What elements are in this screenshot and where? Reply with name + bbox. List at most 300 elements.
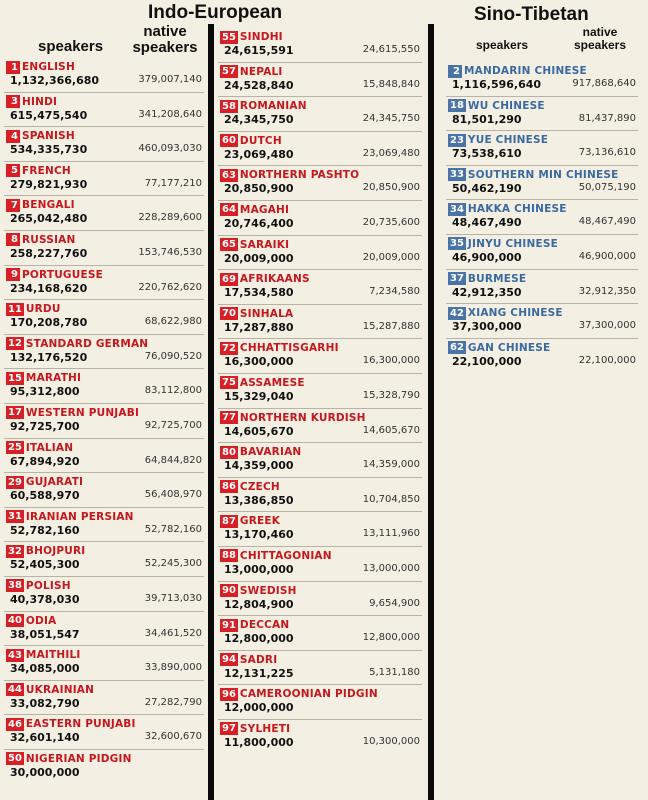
language-name-line [4,612,204,627]
rank-badge: 37 [450,273,464,285]
total-speakers: 258,227,760 [10,246,88,260]
speaker-counts [4,385,204,398]
total-speakers: 30,000,000 [10,765,80,779]
rank-badge: 43 [8,649,22,661]
language-entry [218,305,422,340]
native-speakers: 52,782,160 [144,523,202,535]
ie-native-speakers-header [128,24,202,56]
speaker-counts [4,316,204,329]
language-name-line [218,28,422,43]
speaker-counts [4,282,204,295]
language-entry [4,439,204,474]
language-entry [4,369,204,404]
native-speakers: 64,844,820 [144,454,202,466]
total-speakers: 12,000,000 [224,701,294,715]
language-entry [218,374,422,409]
native-speakers: 20,735,600 [362,216,420,228]
language-name: MAITHILI [25,649,81,662]
total-speakers: 17,534,580 [224,286,294,300]
language-name-line [446,62,638,77]
speaker-counts [4,524,204,537]
language-name-line [446,235,638,250]
speaker-counts [4,766,204,779]
language-name-line [218,374,422,389]
speaker-counts [4,593,204,606]
language-entry [218,443,422,478]
total-speakers: 615,475,540 [10,108,88,122]
speaker-counts [446,182,638,195]
language-entry [446,235,638,270]
speaker-counts [4,662,204,675]
language-name: BURMESE [467,272,527,285]
rank-badge: 40 [8,615,22,626]
rank-badge: 7 [6,199,20,212]
language-name: ASSAMESE [239,376,305,389]
language-entry [218,97,422,132]
language-name: EASTERN PUNJABI [25,718,136,731]
language-name-line [218,339,422,354]
rank-badge: 91 [222,619,236,631]
rank-badge: 35 [450,238,464,250]
native-speakers: 9,654,900 [369,597,420,609]
total-speakers: 279,821,930 [10,177,88,191]
language-name: XIANG CHINESE [467,307,563,320]
speaker-counts [218,425,422,438]
language-name-line [218,132,422,147]
speaker-counts [218,528,422,541]
total-speakers: 24,345,750 [224,113,294,127]
native-speakers: 5,131,180 [369,666,420,678]
language-name: GAN CHINESE [467,341,551,354]
native-speakers: 32,600,670 [144,731,202,743]
rank-badge: 55 [222,31,236,43]
language-name: HINDI [22,95,58,108]
total-speakers: 50,462,190 [452,181,522,195]
language-entry [4,542,204,577]
native-speakers: 13,000,000 [362,562,420,574]
family-divider [428,24,434,800]
total-speakers: 37,300,000 [452,320,522,334]
total-speakers: 1,132,366,680 [10,74,100,87]
speaker-counts [4,178,204,191]
language-name-line [218,651,422,666]
rank-badge: 15 [8,372,22,384]
language-entry [218,166,422,201]
total-speakers: 20,009,000 [224,251,294,265]
st-native-speakers-header [566,26,634,52]
language-entry [218,720,422,755]
language-name-line [4,404,204,419]
language-name-line [4,162,204,177]
language-name: CHHATTISGARHI [239,342,339,355]
language-name-line [218,547,422,562]
language-entry [4,473,204,508]
language-entry [218,582,422,617]
native-speakers: 10,300,000 [362,735,420,747]
speaker-counts [218,217,422,230]
language-name-line [4,473,204,488]
language-entry [4,335,204,370]
total-speakers: 265,042,480 [10,212,88,226]
speaker-counts [218,598,422,611]
native-speakers: 39,713,030 [144,592,202,604]
language-name-line [218,236,422,251]
rank-badge: 38 [8,580,22,592]
language-name: ENGLISH [22,61,75,73]
speakers-label: speakers [132,39,198,56]
rank-badge: 11 [8,303,22,315]
language-name-line [4,715,204,730]
language-name: SPANISH [22,130,75,143]
language-entry [218,478,422,513]
native-speakers: 76,090,520 [144,350,202,362]
language-name: WESTERN PUNJABI [25,406,140,419]
language-name-line [4,58,204,73]
speaker-counts [4,247,204,260]
language-entry [218,651,422,686]
language-name-line [218,97,422,112]
language-name: JINYU CHINESE [467,237,559,250]
rank-badge: 18 [450,100,464,112]
rank-badge: 42 [450,307,464,319]
language-name-line [446,200,638,215]
language-name-line [446,166,638,181]
speaker-counts [218,113,422,126]
speaker-counts [218,79,422,92]
language-entry [4,127,204,162]
language-name-line [4,750,204,765]
language-entry [4,231,204,266]
rank-badge: 23 [450,134,464,146]
speaker-counts [446,113,638,126]
language-name-line [4,681,204,696]
total-speakers: 48,467,490 [452,216,522,230]
total-speakers: 24,615,591 [224,44,294,57]
rank-badge: 57 [222,66,236,78]
rank-badge: 65 [222,239,236,251]
language-name: SYLHETI [239,722,291,735]
total-speakers: 73,538,610 [452,147,522,161]
language-name: ODIA [25,614,57,627]
native-speakers: 16,300,000 [362,355,420,367]
total-speakers: 23,069,480 [224,147,294,161]
speaker-counts [218,182,422,195]
native-speakers: 379,007,140 [138,74,202,85]
total-speakers: 40,378,030 [10,592,80,606]
native-speakers: 81,437,890 [578,112,636,124]
speaker-counts [4,109,204,122]
native-speakers: 10,704,850 [362,493,420,505]
native-speakers: 220,762,620 [138,281,202,293]
speaker-counts [4,455,204,468]
total-speakers: 132,176,520 [10,350,88,364]
native-speakers: 917,868,640 [572,78,636,89]
language-name: ROMANIAN [239,100,307,113]
rank-badge: 60 [222,135,236,147]
language-name-line [4,93,204,108]
language-entry [446,166,638,201]
total-speakers: 92,725,700 [10,419,80,433]
speaker-counts [218,736,422,749]
native-speakers: 77,177,210 [144,177,202,189]
native-speakers: 52,245,300 [144,558,202,570]
total-speakers: 234,168,620 [10,281,88,295]
language-name-line [218,305,422,320]
language-name-line [446,270,638,285]
native-speakers: 27,282,790 [144,696,202,708]
speaker-counts [4,420,204,433]
total-speakers: 34,085,000 [10,662,80,676]
language-entry [218,201,422,236]
language-name: MAGAHI [239,203,290,216]
total-speakers: 14,359,000 [224,459,294,473]
total-speakers: 13,170,460 [224,528,294,542]
rank-badge: 3 [6,95,20,108]
language-entry [218,339,422,374]
language-entry [218,270,422,305]
language-name: POLISH [25,579,71,592]
language-name-line [4,266,204,281]
language-entry [4,681,204,716]
rank-badge: 44 [8,684,22,696]
total-speakers: 12,800,000 [224,632,294,646]
language-name: RUSSIAN [22,233,76,246]
language-name-line [4,196,204,211]
indo-european-column-1 [4,58,204,784]
language-name: NEPALI [239,65,283,78]
indo-european-title: Indo-European [148,2,283,23]
language-name: DECCAN [239,619,290,632]
speaker-counts [218,494,422,507]
speaker-counts [218,632,422,645]
rank-badge: 29 [8,476,22,488]
language-name-line [218,443,422,458]
language-name-line [4,231,204,246]
total-speakers: 20,746,400 [224,216,294,230]
rank-badge: 5 [6,164,20,177]
rank-badge: 32 [8,545,22,557]
language-name-line [4,439,204,454]
rank-badge: 69 [222,273,236,285]
language-name: NORTHERN PASHTO [239,169,360,182]
language-name: SOUTHERN MIN CHINESE [467,168,619,181]
language-entry [446,339,638,374]
speaker-counts [4,489,204,502]
total-speakers: 42,912,350 [452,285,522,299]
language-name: SINHALA [239,307,294,320]
speaker-counts [4,628,204,641]
speaker-counts [446,216,638,229]
native-speakers: 12,800,000 [362,632,420,644]
speaker-counts [4,697,204,710]
speaker-counts [446,355,638,368]
language-entry [446,97,638,132]
native-speakers: 83,112,800 [144,385,202,397]
native-speakers: 92,725,700 [144,419,202,431]
rank-badge: 50 [8,753,22,765]
language-name: UKRAINIAN [25,683,95,696]
total-speakers: 81,501,290 [452,112,522,126]
language-entry [4,750,204,785]
language-name: CZECH [239,480,280,493]
speaker-counts [218,252,422,265]
rank-badge: 8 [6,233,20,246]
rank-badge: 9 [6,268,20,281]
language-entry [4,300,204,335]
language-name: CHITTAGONIAN [239,549,332,562]
language-name: URDU [25,303,61,316]
native-speakers: 34,461,520 [144,627,202,639]
total-speakers: 95,312,800 [10,385,80,399]
native-speakers: 15,848,840 [362,78,420,90]
native-speakers: 68,622,980 [144,316,202,328]
language-name-line [218,409,422,424]
speaker-counts [446,320,638,333]
speaker-counts [4,212,204,225]
native-speakers: 50,075,190 [578,181,636,193]
speaker-counts [4,558,204,571]
total-speakers: 60,588,970 [10,489,80,503]
language-entry [218,63,422,98]
speaker-counts [218,44,422,57]
language-entry [4,508,204,543]
speaker-counts [446,286,638,299]
language-entry [4,577,204,612]
language-entry [218,512,422,547]
rank-badge: 12 [8,338,22,350]
total-speakers: 22,100,000 [452,354,522,368]
native-speakers: 33,890,000 [144,662,202,674]
native-speakers: 13,111,960 [362,528,420,540]
language-name-line [4,300,204,315]
speaker-counts [218,355,422,368]
speaker-counts [218,667,422,680]
language-name: DUTCH [239,134,282,147]
language-name: HAKKA CHINESE [467,203,567,216]
language-name: NIGERIAN PIDGIN [25,752,132,765]
language-name: CAMEROONIAN PIDGIN [239,688,378,701]
language-entry [4,646,204,681]
native-speakers: 22,100,000 [578,354,636,366]
language-entry [446,270,638,305]
language-name: SINDHI [239,31,283,43]
native-speakers: 73,136,610 [578,147,636,159]
native-speakers: 23,069,480 [362,147,420,159]
speaker-counts [218,459,422,472]
language-name-line [218,270,422,285]
language-entry [4,612,204,647]
speaker-counts [218,701,422,714]
rank-badge: 86 [222,481,236,493]
language-name-line [4,577,204,592]
language-entry [218,132,422,167]
language-name: GUJARATI [25,476,84,489]
total-speakers: 52,782,160 [10,523,80,537]
language-name-line [4,508,204,523]
language-name-line [218,201,422,216]
language-entry [218,236,422,271]
native-speakers: 14,359,000 [362,459,420,471]
language-name: NORTHERN KURDISH [239,411,366,424]
native-speakers: 14,605,670 [362,424,420,436]
language-entry [4,162,204,197]
rank-badge: 90 [222,585,236,596]
total-speakers: 52,405,300 [10,558,80,572]
native-speakers: 20,850,900 [362,182,420,194]
total-speakers: 13,000,000 [224,562,294,576]
total-speakers: 14,605,670 [224,424,294,438]
native-speakers: 20,009,000 [362,251,420,263]
language-name: AFRIKAANS [239,273,310,286]
rank-badge: 4 [6,130,20,143]
language-name-line [218,478,422,493]
language-name: PORTUGUESE [22,268,103,281]
language-name: ITALIAN [25,441,74,454]
language-name: MARATHI [25,372,82,385]
native-speakers: 24,615,550 [362,44,420,55]
rank-badge: 88 [222,550,236,562]
language-name-line [218,720,422,735]
language-name-line [218,63,422,78]
rank-badge: 34 [450,203,464,215]
language-entry [218,28,422,63]
total-speakers: 12,804,900 [224,597,294,611]
speaker-counts [4,143,204,156]
rank-badge: 46 [8,718,22,730]
native-speakers: 153,746,530 [138,246,202,258]
language-name-line [4,335,204,350]
speaker-counts [218,321,422,334]
rank-badge: 58 [222,100,236,112]
speaker-counts [4,74,204,87]
speaker-counts [218,390,422,403]
total-speakers: 534,335,730 [10,143,88,157]
total-speakers: 20,850,900 [224,182,294,196]
native-speakers: 48,467,490 [578,216,636,228]
language-name-line [4,369,204,384]
native-speakers: 32,912,350 [578,285,636,297]
language-entry [446,200,638,235]
native-speakers: 460,093,030 [138,143,202,155]
total-speakers: 24,528,840 [224,78,294,92]
language-name-line [218,685,422,700]
rank-badge: 64 [222,204,236,216]
native-speakers: 15,328,790 [362,389,420,401]
rank-badge: 75 [222,377,236,389]
rank-badge: 2 [448,65,462,78]
column-divider [208,24,214,800]
sino-tibetan-title: Sino-Tibetan [474,4,589,25]
sino-tibetan-column [446,62,638,373]
language-name: YUE CHINESE [467,134,549,147]
total-speakers: 17,287,880 [224,320,294,334]
language-name: GREEK [239,515,281,528]
total-speakers: 11,800,000 [224,735,294,749]
total-speakers: 13,386,850 [224,493,294,507]
total-speakers: 15,329,040 [224,389,294,403]
total-speakers: 38,051,547 [10,627,80,641]
language-name-line [4,542,204,557]
language-name: BENGALI [22,199,75,212]
rank-badge: 87 [222,515,236,527]
language-name-line [218,512,422,527]
rank-badge: 63 [222,169,236,181]
language-name: IRANIAN PERSIAN [25,510,134,523]
rank-badge: 94 [222,654,236,666]
language-entry [4,266,204,301]
indo-european-column-2 [218,28,422,754]
speaker-counts [4,351,204,364]
